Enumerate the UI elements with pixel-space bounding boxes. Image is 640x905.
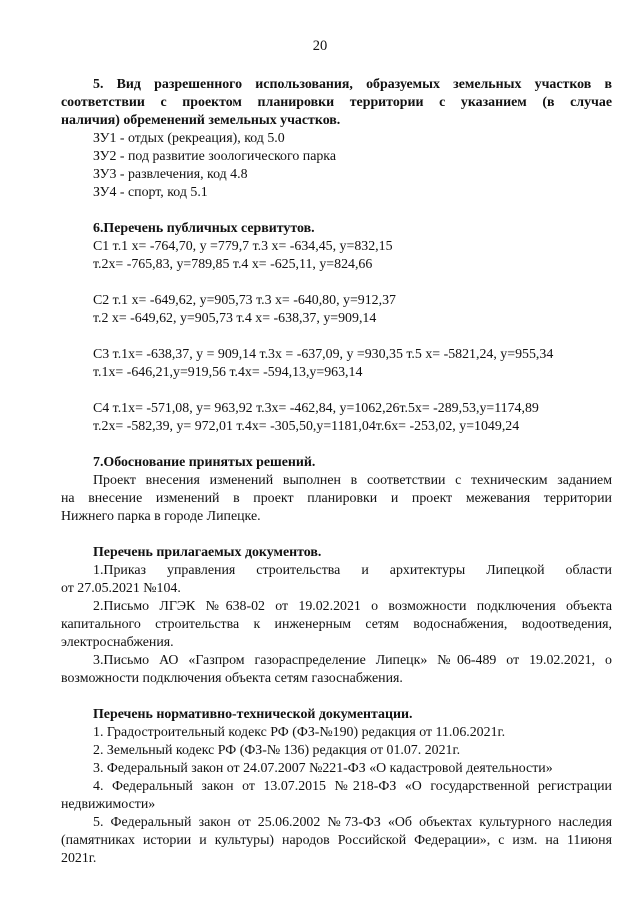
normative-documents xyxy=(61,706,612,868)
page-content xyxy=(61,76,612,868)
attached-doc-line: капитального строительства к инженерным сетям водоснабжения, водоотведения, xyxy=(61,617,612,632)
normative-doc-line: 2021г. xyxy=(61,851,97,866)
section-7-paragraph-line: Проект внесения изменений выполнен в соответствии с техническим заданием xyxy=(93,473,612,488)
servitude-group xyxy=(61,400,612,436)
servitude-coords-line: С1 т.1 х= -764,70, у =779,7 т.3 х= -634,45, у=832,15 xyxy=(93,239,393,254)
servitude-group xyxy=(61,238,612,274)
normative-documents-heading: Перечень нормативно-технической документации. xyxy=(93,707,413,722)
attached-doc-line: 3.Письмо АО «Газпром газораспределение Липецк» №06-489 от 19.02.2021, о xyxy=(93,653,612,668)
attached-doc-line: 2.Письмо ЛГЭК №638-02 от 19.02.2021 о возможности подключения объекта xyxy=(93,599,612,614)
section-6-heading: 6.Перечень публичных сервитутов. xyxy=(93,221,315,236)
servitude-group xyxy=(61,292,612,328)
section-6 xyxy=(61,220,612,436)
section-7-heading: 7.Обоснование принятых решений. xyxy=(93,455,316,470)
servitude-coords-line: С4 т.1х= -571,08, у= 963,92 т.3х= -462,84, у=1062,26т.5х= -289,53,у=1174,89 xyxy=(93,401,539,416)
page-number: 20 xyxy=(312,38,328,54)
section-5-heading-line-2: соответствии с проектом планировки территории с указанием (в случае xyxy=(61,95,612,110)
section-5 xyxy=(61,76,612,202)
section-7-paragraph-line: на внесение изменений в проект планировки и проект межевания территории xyxy=(61,491,612,506)
servitude-coords-line: т.2х= -765,83, у=789,85 т.4 х= -625,11, у=824,66 xyxy=(93,257,373,272)
servitude-coords-line: т.1х= -646,21,у=919,56 т.4х= -594,13,у=963,14 xyxy=(93,365,363,380)
normative-doc-line: 1. Градостроительный кодекс РФ (ФЗ-№190) редакция от 11.06.2021г. xyxy=(93,725,506,740)
attached-documents-heading: Перечень прилагаемых документов. xyxy=(93,545,322,560)
servitude-coords-line: т.2 х= -649,62, у=905,73 т.4 х= -638,37, у=909,14 xyxy=(93,311,377,326)
servitude-group xyxy=(61,346,612,382)
attached-doc-line: электроснабжения. xyxy=(61,635,174,650)
servitude-coords-line: т.2х= -582,39, у= 972,01 т.4х= -305,50,у=1181,04т.6х= -253,02, у=1049,24 xyxy=(93,419,520,434)
land-plot-item: ЗУ3 - развлечения, код 4.8 xyxy=(93,167,248,182)
servitude-coords-line: С2 т.1 х= -649,62, у=905,73 т.3 х= -640,80, у=912,37 xyxy=(93,293,396,308)
attached-doc-line: 1.Приказ управления строительства и архитектуры Липецкой области xyxy=(93,563,612,578)
attached-doc-line: от 27.05.2021 №104. xyxy=(61,581,181,596)
normative-doc-line: (памятниках истории и культуры) народов Российской Федерации», с изм. на 11июня xyxy=(61,833,612,848)
land-plot-item: ЗУ1 - отдых (рекреация), код 5.0 xyxy=(93,131,285,146)
section-5-heading-line-1: 5. Вид разрешенного использования, образуемых земельных участков в xyxy=(93,77,612,92)
land-plot-item: ЗУ2 - под развитие зоологического парка xyxy=(93,149,337,164)
attached-doc-line: возможности подключения объекта сетям газоснабжения. xyxy=(61,671,403,686)
land-plot-item: ЗУ4 - спорт, код 5.1 xyxy=(93,185,208,200)
normative-doc-line: 2. Земельный кодекс РФ (ФЗ-№ 136) редакция от 01.07. 2021г. xyxy=(93,743,461,758)
servitude-coords-line: С3 т.1х= -638,37, у = 909,14 т.3х = -637,09, у =930,35 т.5 х= -5821,24, у=955,34 xyxy=(93,347,554,362)
normative-doc-line: недвижимости» xyxy=(61,797,156,812)
section-5-heading-line-3: наличия) обременений земельных участков. xyxy=(61,113,341,128)
section-7-paragraph-line: Нижнего парка в городе Липецке. xyxy=(61,509,261,524)
normative-doc-line: 4. Федеральный закон от 13.07.2015 №218-ФЗ «О государственной регистрации xyxy=(93,779,612,794)
section-7 xyxy=(61,454,612,526)
normative-doc-line: 5. Федеральный закон от 25.06.2002 №73-ФЗ «Об объектах культурного наследия xyxy=(93,815,612,830)
normative-doc-line: 3. Федеральный закон от 24.07.2007 №221-ФЗ «О кадастровой деятельности» xyxy=(93,761,553,776)
attached-documents xyxy=(61,544,612,688)
